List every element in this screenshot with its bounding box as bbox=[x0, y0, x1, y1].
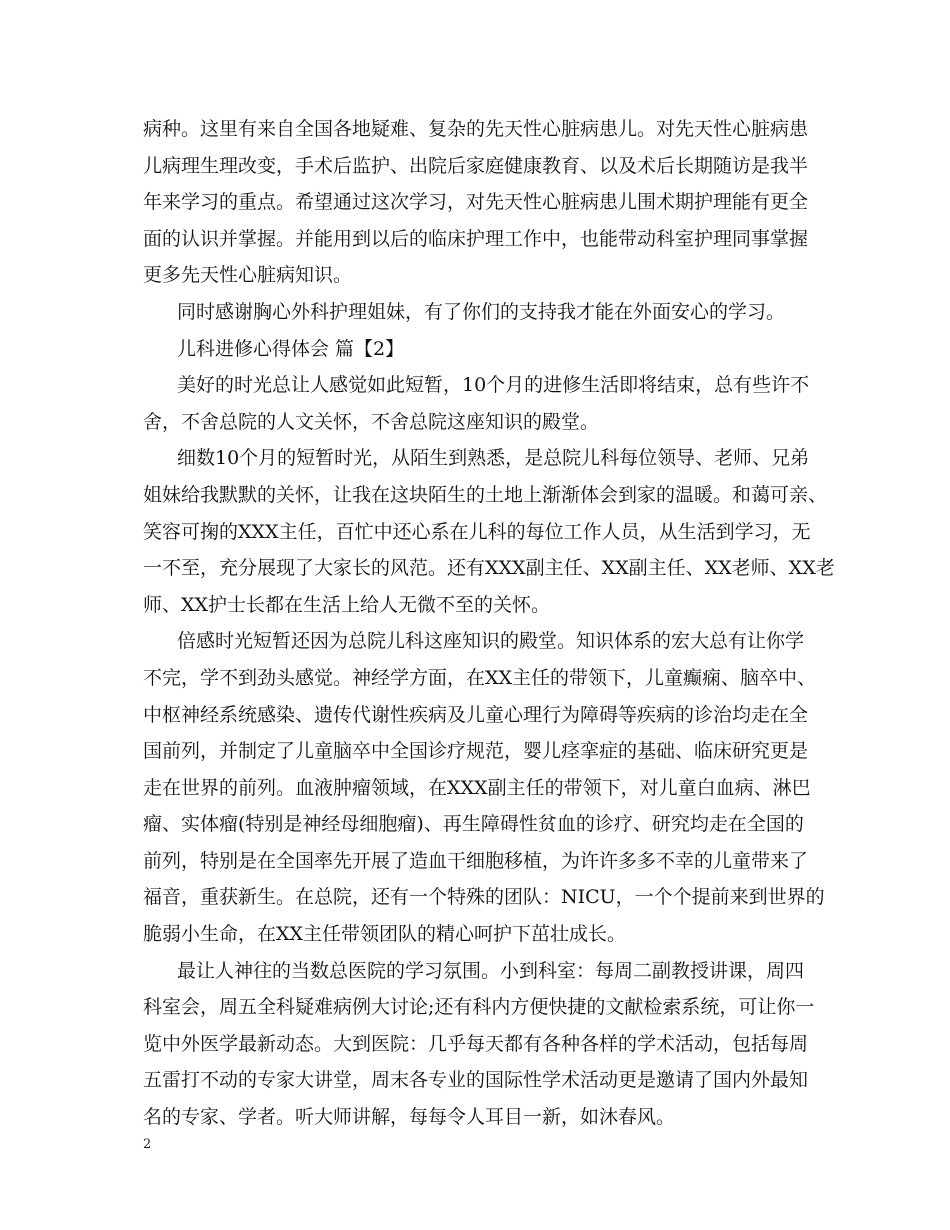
text-line: 脆弱小生命，在XX主任带领团队的精心呵护下茁壮成长。 bbox=[143, 923, 627, 946]
text-line: 师、XX护士长都在生活上给人无微不至的关怀。 bbox=[143, 593, 551, 616]
text-line: 科室会，周五全科疑难病例大讨论;还有科内方便快捷的文献检索系统，可让你一 bbox=[143, 996, 815, 1019]
document-body bbox=[143, 111, 835, 1136]
text-line: 年来学习的重点。希望通过这次学习，对先天性心脏病患儿围术期护理能有更全 bbox=[143, 191, 809, 214]
text-line: 览中外医学最新动态。大到医院：几乎每天都有各种各样的学术活动，包括每周 bbox=[143, 1032, 809, 1055]
text-line: 细数10个月的短暂时光，从陌生到熟悉，是总院儿科每位领导、老师、兄弟 bbox=[177, 447, 810, 470]
text-line: 病种。这里有来自全国各地疑难、复杂的先天性心脏病患儿。对先天性心脏病患 bbox=[143, 118, 809, 140]
text-line: 中枢神经系统感染、遗传代谢性疾病及儿童心理行为障碍等疾病的诊治均走在全 bbox=[143, 703, 809, 726]
text-line: 更多先天性心脏病知识。 bbox=[143, 264, 353, 287]
text-line: 同时感谢胸心外科护理姐妹，有了你们的支持我才能在外面安心的学习。 bbox=[177, 300, 786, 323]
text-line: 儿病理生理改变，手术后监护、出院后家庭健康教育、以及术后长期随访是我半 bbox=[143, 154, 809, 177]
page-number: 2 bbox=[143, 1137, 152, 1152]
text-line: 国前列，并制定了儿童脑卒中全国诊疗规范，婴儿痉挛症的基础、临床研究更是 bbox=[143, 740, 809, 763]
text-line: 瘤、实体瘤(特别是神经母细胞瘤)、再生障碍性贫血的诊疗、研究均走在全国的 bbox=[143, 813, 804, 836]
text-line: 一不至，充分展现了大家长的风范。还有XXX副主任、XX副主任、XX老师、XX老 bbox=[143, 557, 835, 580]
text-line: 面的认识并掌握。并能用到以后的临床护理工作中，也能带动科室护理同事掌握 bbox=[143, 227, 809, 250]
text-line: 笑容可掬的XXX主任，百忙中还心系在儿科的每位工作人员，从生活到学习，无 bbox=[143, 520, 811, 543]
text-line: 不完，学不到劲头感觉。神经学方面，在XX主任的带领下，儿童癫痫、脑卒中、 bbox=[143, 666, 817, 689]
text-line: 名的专家、学者。听大师讲解，每每令人耳目一新，如沐春风。 bbox=[143, 1106, 676, 1129]
text-line: 倍感时光短暂还因为总院儿科这座知识的殿堂。知识体系的宏大总有让你学 bbox=[177, 630, 805, 653]
text-line: 五雷打不动的专家大讲堂，周末各专业的国际性学术活动更是邀请了国内外最知 bbox=[143, 1069, 809, 1092]
text-line: 姐妹给我默默的关怀，让我在这块陌生的土地上渐渐体会到家的温暖。和蔼可亲、 bbox=[143, 483, 828, 506]
text-line: 舍，不舍总院的人文关怀，不舍总院这座知识的殿堂。 bbox=[143, 410, 600, 433]
section-heading: 儿科进修心得体会 篇【2】 bbox=[177, 337, 405, 360]
text-line: 福音，重获新生。在总院，还有一个特殊的团队：NICU，一个个提前来到世界的 bbox=[143, 886, 825, 909]
text-line: 走在世界的前列。血液肿瘤领域，在XXX副主任的带领下，对儿童白血病、淋巴 bbox=[143, 776, 811, 799]
text-line: 最让人神往的当数总医院的学习氛围。小到科室：每周二副教授讲课，周四 bbox=[177, 959, 805, 982]
text-line: 美好的时光总让人感觉如此短暂，10个月的进修生活即将结束，总有些许不 bbox=[177, 374, 810, 397]
text-line: 前列，特别是在全国率先开展了造血干细胞移植，为许许多多不幸的儿童带来了 bbox=[143, 849, 809, 872]
